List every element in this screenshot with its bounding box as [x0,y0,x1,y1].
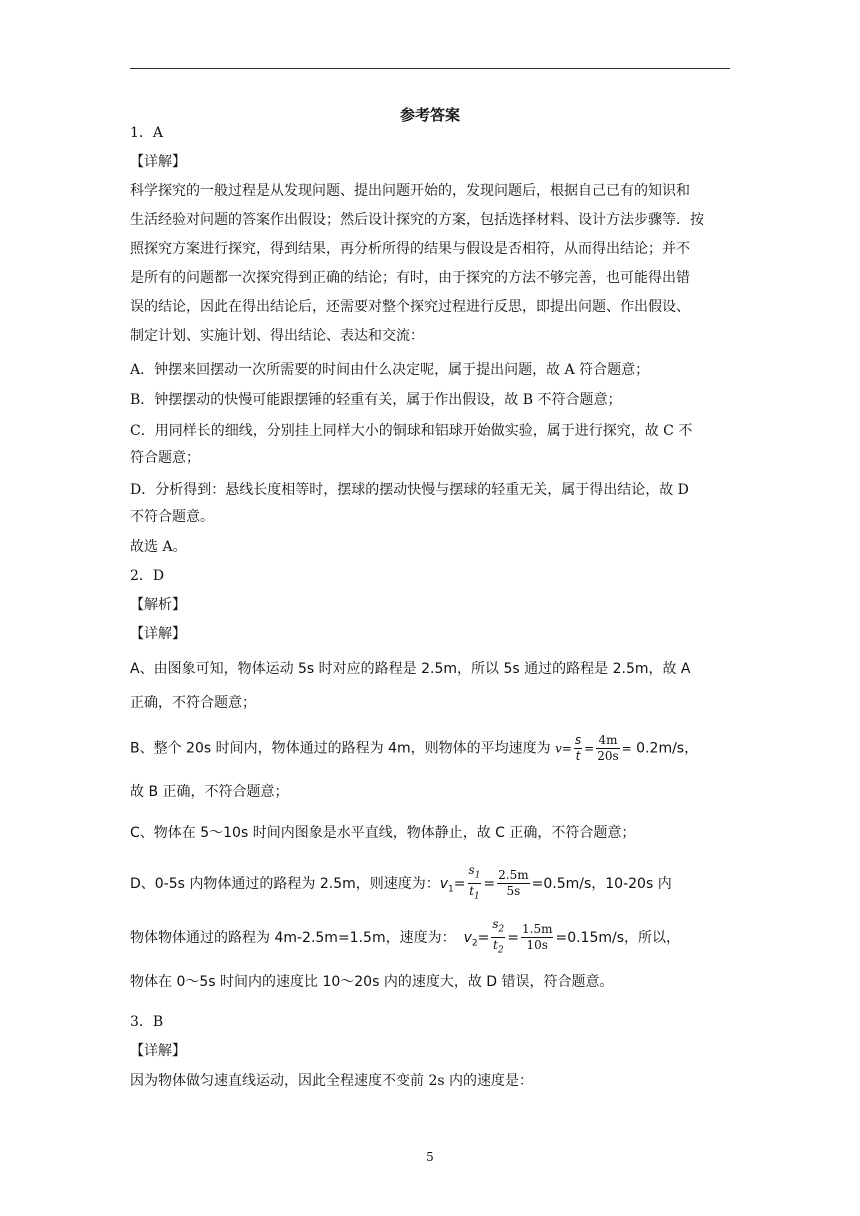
q2-e-s-text: s [492,917,499,931]
q1-para-line: 科学探究的一般过程是从发现问题、提出问题开始的，发现问题后，根据自己已有的知识和 [130,183,690,199]
q1-para-line: 制定计划、实施计划、得出结论、表达和交流： [130,328,424,344]
q2-d-t [468,884,482,904]
q1-option-d: D．分析得到：悬线长度相等时，摆球的摆动快慢与摆球的轻重无关，属于得出结论，故 D [130,482,689,498]
q2-d-t-sub: 1 [474,891,480,902]
q2-b-s: s [574,733,582,747]
q1-option-b: B．钟摆摆动的快慢可能跟摆锤的轻重有关，属于作出假设，故 B 不符合题意； [130,392,622,408]
q2-e-post: =0.15m/s，所以， [555,929,681,946]
q2-e-num: 1.5m [522,922,553,937]
q1-para-line: 生活经验对问题的答案作出假设；然后设计探究的方案，包括选择材料、设计方法步骤等．按 [130,212,704,228]
q2-e-s-sub: 2 [498,924,505,935]
q2-e-eq: = [477,929,490,946]
q2-e-fraction-values [521,922,553,953]
q1-choice: 故选 A。 [130,539,187,555]
q1-para-line: 误的结论，因此在得出结论后，还需要对整个探究过程进行反思，即提出问题、作出假设、 [130,299,690,315]
q2-conclusion: 物体在 0～5s 时间内的速度比 10～20s 内的速度大，故 D 错误，符合题意。 [130,974,614,990]
q2-b-fraction-values [596,733,619,764]
q2-e-s [491,917,505,938]
q2-b-v: v= [555,741,572,756]
header-rule [130,68,730,69]
q2-statement-a: A、由图象可知，物体运动 5s 时对应的路程是 2.5m，所以 5s 通过的路程是 2.5m，故 A [130,661,691,677]
q2-statement-b [130,733,698,764]
q1-option-a: A．钟摆来回摆动一次所需要的时间由什么决定呢，属于提出问题，故 A 符合题意； [130,362,650,378]
q2-d-den: 5s [506,884,521,899]
q2-statement-d [130,863,672,906]
q2-b-fraction-st [574,733,582,764]
q2-d-fraction-st [468,863,482,905]
q2-e-t-sub: 2 [497,945,504,956]
q2-d-num: 2.5m [498,868,529,883]
q2-b-eq: = [584,741,595,756]
q1-para-line: 是所有的问题都一次探究得到正确的结论；有时，由于探究的方法不够完善，也可能得出错 [130,270,690,286]
q2-d-s-sub: 1 [474,870,481,881]
q2-analysis-tag: 【解析】 [130,597,186,613]
q2-detail-tag: 【详解】 [130,626,186,642]
q2-d-text: D、0-5s 内物体通过的路程为 2.5m，则速度为： [130,875,440,892]
q3-detail-tag: 【详解】 [130,1043,186,1059]
q2-b-text: B、整个 20s 时间内，物体通过的路程为 4m，则物体的平均速度为 [130,740,556,757]
q2-e-fraction-st [491,917,505,959]
q2-e-t [491,938,505,958]
q2-e-text: 物体物体通过的路程为 4m-2.5m=1.5m，速度为： [130,929,456,946]
q2-d-s-text: s [468,863,475,877]
q2-d-t-text: t [469,884,475,899]
q2-statement-e [130,917,680,960]
q2-e-eq2: = [507,929,519,946]
q2-statement-c: C、物体在 5～10s 时间内图象是水平直线，物体静止，故 C 正确，不符合题意； [130,825,636,841]
q2-d-post: =0.5m/s，10-20s 内 [531,875,672,892]
q1-option-d-cont: 不符合题意。 [130,509,214,525]
q2-b-eq2: = [621,741,632,756]
q2-b-result: 0.2m/s， [631,740,699,757]
q1-option-c: C．用同样长的细线，分别挂上同样大小的铜球和铝球开始做实验，属于进行探究，故 C 不 [130,423,693,439]
q2-d-eq: = [453,875,466,892]
q3-line: 因为物体做匀速直线运动，因此全程速度不变前 2s 内的速度是： [130,1073,533,1089]
q1-answer: 1．A [130,125,164,141]
q2-e-den: 10s [526,938,548,953]
q2-answer: 2．D [130,568,165,584]
q1-detail-tag: 【详解】 [130,154,186,170]
q2-d-fraction-values [497,868,529,899]
page-number: 5 [426,1150,434,1164]
q2-d-eq2: = [483,875,496,892]
q2-d-sub: 1 [448,884,454,895]
q2-statement-b-cont: 故 B 正确，不符合题意； [130,784,289,800]
q2-d-v: v [439,875,449,892]
q3-answer: 3．B [130,1014,164,1030]
q2-d-s [468,863,482,884]
q2-e-v: v [463,929,472,946]
page-title: 参考答案 [399,106,460,124]
q2-b-num: 4m [596,733,619,749]
q2-e-t-text: t [493,938,498,953]
q2-statement-a-cont: 正确，不符合题意； [130,695,256,711]
q2-e-sub: 2 [471,938,478,949]
q2-b-t: t [575,749,581,763]
q1-para-line: 照探究方案进行探究，得到结果，再分析所得的结果与假设是否相符，从而得出结论；并不 [130,241,690,257]
q1-option-c-cont: 符合题意； [130,450,200,466]
q2-b-den: 20s [597,749,619,763]
